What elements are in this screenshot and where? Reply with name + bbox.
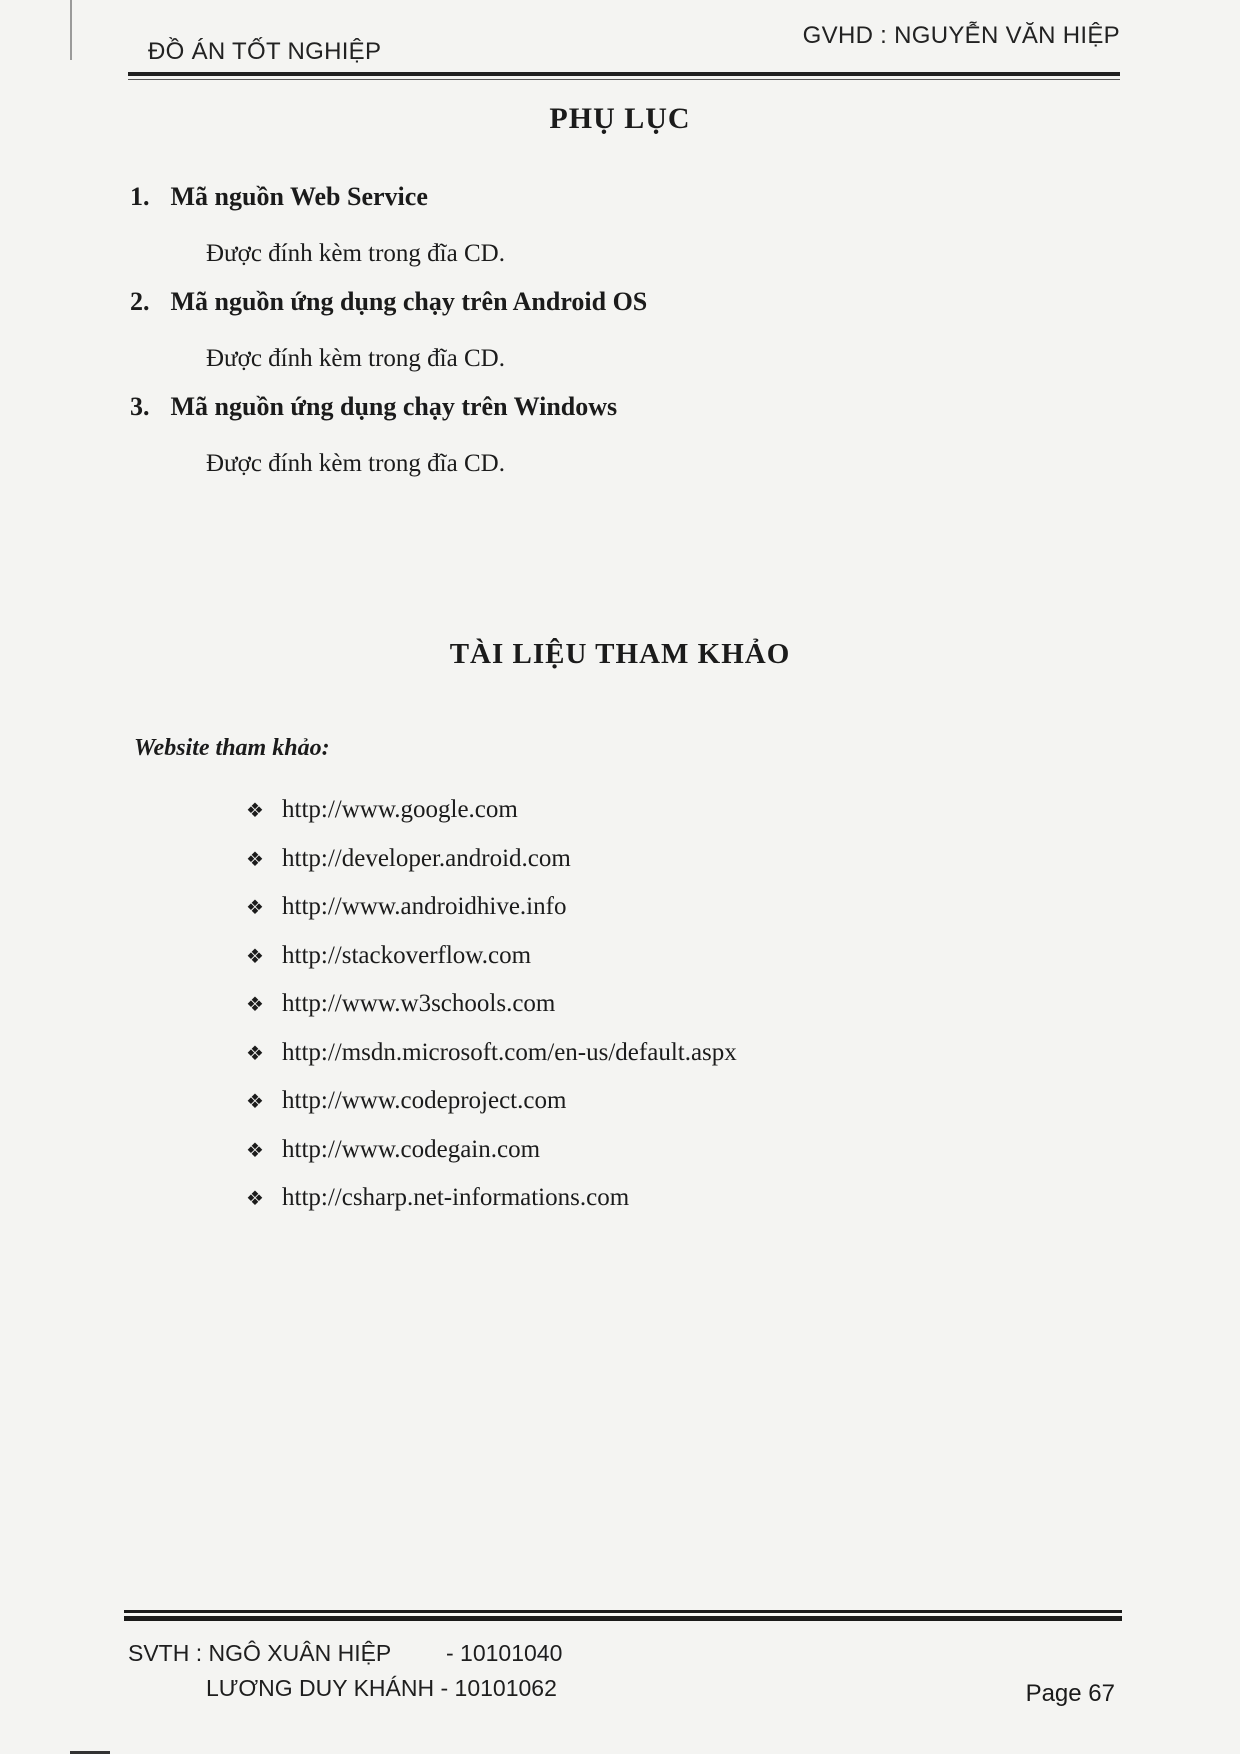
appendix-title: PHỤ LỤC [549,102,691,135]
header-divider [128,72,1120,76]
list-item [246,942,737,991]
section-heading [130,182,1030,212]
reference-link: http://developer.android.com [282,844,571,872]
page-footer [128,1636,562,1706]
footer-student-row [128,1636,562,1671]
list-item [246,1136,737,1185]
reference-link: http://www.codeproject.com [282,1087,567,1114]
reference-link: http://www.w3schools.com [282,990,556,1017]
header-advisor: GVHD : NGUYỄN VĂN HIỆP [802,22,1120,49]
diamond-dots-bullet-icon: ❖ [246,798,264,822]
section-number: 3. [130,392,150,421]
section-number: 2. [130,287,150,316]
footer-divider-thick [124,1616,1122,1621]
reference-link: http://csharp.net-informations.com [282,1184,630,1211]
diamond-dots-bullet-icon: ❖ [246,895,264,919]
reference-link: http://www.codegain.com [282,1135,541,1163]
section-number: 1. [130,182,150,211]
references-title: TÀI LIỆU THAM KHẢO [449,638,791,670]
section-title: Mã nguồn ứng dụng chạy trên Android OS [170,287,648,316]
references-subtitle: Website tham khảo: [134,735,330,761]
list-item [246,1184,737,1233]
diamond-dots-bullet-icon: ❖ [246,846,264,871]
list-item [246,893,737,942]
footer-student-id: - 10101040 [446,1640,563,1666]
list-item [246,1087,737,1136]
scan-edge [70,0,72,60]
reference-link: http://stackoverflow.com [282,941,532,969]
section-heading [130,392,1030,422]
header-divider-thin [128,79,1120,80]
references-list [246,796,737,1233]
section-title: Mã nguồn Web Service [170,182,428,211]
list-item [246,990,737,1039]
appendix-section [130,287,1030,373]
appendix-section [130,392,1030,478]
reference-link: http://www.google.com [282,796,518,823]
list-item [246,796,737,845]
footer-svth: SVTH : NGÔ XUÂN HIỆP [128,1640,392,1666]
appendix-section [130,182,1030,268]
header-project-title: ĐỒ ÁN TỐT NGHIỆP [148,38,382,65]
reference-link: http://www.androidhive.info [282,893,567,920]
page-number: Page 67 [1025,1680,1115,1707]
list-item [246,845,737,894]
diamond-dots-bullet-icon: ❖ [246,1137,264,1162]
section-heading [130,287,1030,317]
section-title: Mã nguồn ứng dụng chạy trên Windows [170,392,618,421]
diamond-dots-bullet-icon: ❖ [246,1040,264,1065]
list-item [246,1039,737,1088]
section-note: Được đính kèm trong đĩa CD. [206,240,505,267]
section-note: Được đính kèm trong đĩa CD. [206,450,505,477]
reference-link: http://msdn.microsoft.com/en-us/default.aspx [282,1038,737,1066]
diamond-dots-bullet-icon: ❖ [246,943,264,968]
diamond-dots-bullet-icon: ❖ [246,1089,264,1113]
section-note: Được đính kèm trong đĩa CD. [206,345,505,372]
diamond-dots-bullet-icon: ❖ [246,992,264,1016]
footer-divider [124,1610,1122,1613]
diamond-dots-bullet-icon: ❖ [246,1186,264,1210]
footer-student-row: LƯƠNG DUY KHÁNH - 10101062 [206,1675,557,1701]
